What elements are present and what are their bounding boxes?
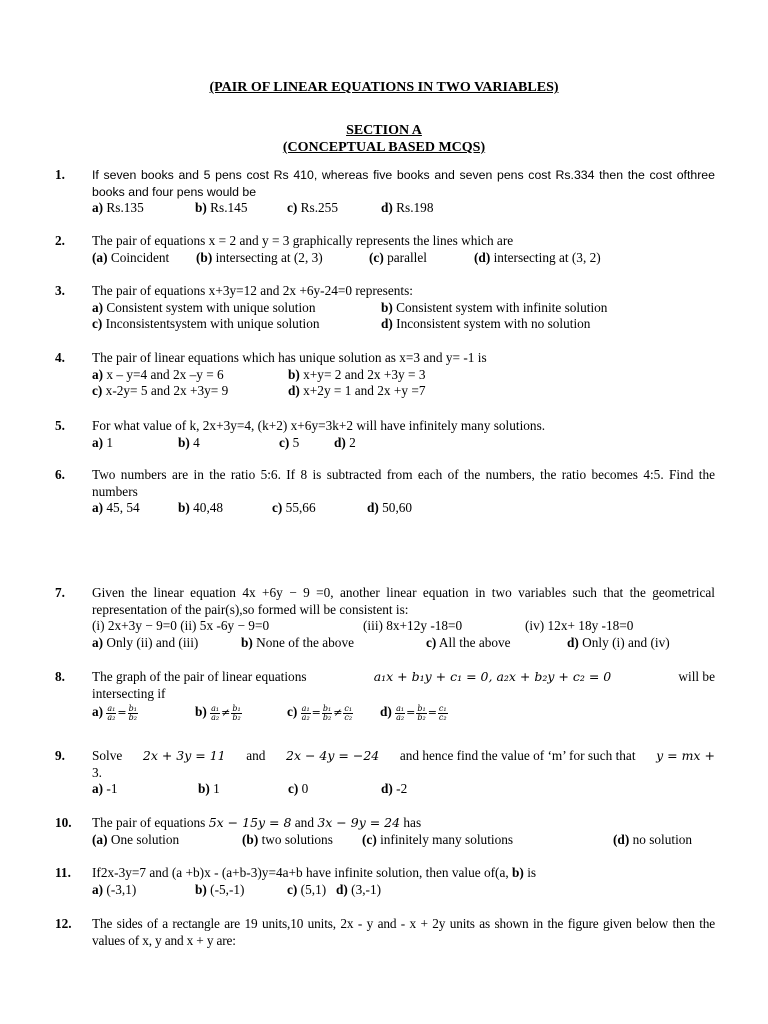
question-7 — [55, 585, 715, 651]
option-a: a) Only (ii) and (iii) — [92, 634, 199, 650]
option-d: d) (3,-1) — [336, 881, 382, 897]
option-c: c) Rs.255 — [287, 200, 338, 216]
option-d: d) 2 — [334, 434, 356, 450]
equation-2: 2x − 4y = −24 — [286, 748, 380, 763]
document-title: (PAIR OF LINEAR EQUATIONS IN TWO VARIABLES) — [209, 80, 559, 95]
options-row — [92, 250, 715, 267]
option-c: c) x-2y= 5 and 2x +3y= 9 — [92, 383, 229, 399]
equation-2: 3x − 9y = 24 — [317, 815, 401, 830]
option-b: b) 40,48 — [178, 500, 224, 516]
question-text: The graph of the pair of linear equations a₁x + b₁y + c₁ = 0, a₂x + b₂y + c₂ = 0 will be — [92, 669, 715, 684]
option-d: d) $\frac{\text{a₁}}{\text{a₂}}$ = $\frac{\text{b₁}}{\text{b₂}}$ = $\frac{\text{c₁}}{\text{c₂}}$ — [380, 703, 447, 722]
option-b: b) $\frac{\text{a₁}}{\text{a₂}}$ ≠ $\frac{\text{b₁}}{\text{b₂}}$ — [195, 703, 241, 722]
question-text: The pair of equations 5x − 15y = 8 and 3x − 9y = 24 has — [92, 815, 422, 830]
question-9 — [55, 748, 715, 798]
question-number: 7. — [55, 585, 65, 600]
option-b: b) 4 — [178, 434, 200, 450]
options-row — [92, 300, 715, 317]
option-a: a) 1 — [92, 434, 114, 450]
option-c: c) $\frac{\text{a₁}}{\text{a₂}}$ = $\frac{\text{b₁}}{\text{b₂}}$ ≠ $\frac{\text{c₁}}{\text{c₂}}$ — [287, 703, 353, 722]
question-text: Two numbers are in the ratio 5:6. If 8 is subtracted from each of the numbers, the ratio becomes 4:5. Find the numbers — [92, 467, 715, 499]
question-6 — [55, 467, 715, 517]
option-d: d) Only (i) and (iv) — [567, 634, 670, 650]
equation: a₁x + b₁y + c₁ = 0, a₂x + b₂y + c₂ = 0 — [373, 669, 612, 684]
question-number: 5. — [55, 418, 65, 433]
option-b: (b) two solutions — [242, 831, 333, 847]
question-number: 10. — [55, 815, 72, 830]
question-12 — [55, 916, 715, 949]
options-row — [92, 832, 715, 849]
option-b: b) Rs.145 — [195, 200, 248, 216]
equation-i-ii: (i) 2x+3y − 9=0 (ii) 5x -6y − 9=0 — [92, 618, 270, 634]
option-d: d) -2 — [381, 781, 408, 797]
option-a: a) Rs.135 — [92, 200, 144, 216]
question-3 — [55, 283, 715, 333]
options-row — [92, 635, 715, 652]
option-a: (a) One solution — [92, 831, 180, 847]
question-text: The pair of equations x+3y=12 and 2x +6y-24=0 represents: — [92, 283, 413, 298]
option-c: c) All the above — [426, 634, 511, 650]
option-b: (b) intersecting at (2, 3) — [196, 249, 323, 265]
question-text-continued: 3. — [92, 764, 102, 780]
question-10 — [55, 815, 715, 848]
option-a: a) $\frac{\text{a₁}}{\text{a₂}}$ = $\frac{\text{b₁}}{\text{b₂}}$ — [92, 703, 137, 722]
question-number: 11. — [55, 865, 71, 880]
question-number: 12. — [55, 916, 72, 931]
option-b: b) (-5,-1) — [195, 881, 245, 897]
section-heading: SECTION A — [346, 123, 422, 138]
options-row — [92, 500, 715, 517]
options-row — [92, 367, 715, 384]
option-a: a) (-3,1) — [92, 881, 137, 897]
option-d: d) 50,60 — [367, 500, 413, 516]
question-text: The pair of linear equations which has unique solution as x=3 and y= -1 is — [92, 350, 487, 365]
question-text: If seven books and 5 pens cost Rs 410, whereas five books and seven pens cost Rs.334 then the cost ofthree books and four pens would be — [92, 168, 715, 199]
option-b: b) None of the above — [241, 634, 354, 650]
option-d: (d) no solution — [613, 831, 693, 847]
question-number: 4. — [55, 350, 65, 365]
option-d: d) x+2y = 1 and 2x +y =7 — [288, 383, 426, 399]
option-c: c) Inconsistentsystem with unique solution — [92, 316, 320, 332]
option-c: c) (5,1) — [287, 881, 327, 897]
question-number: 6. — [55, 467, 65, 482]
question-text: The sides of a rectangle are 19 units,10 units, 2x - y and - x + 2y units as shown in the figure given below then the values of x, y and x + y are: — [92, 916, 715, 948]
option-b: b) 1 — [198, 781, 220, 797]
options-row — [92, 316, 715, 333]
question-number: 2. — [55, 233, 65, 248]
question-8 — [55, 669, 715, 728]
options-row — [92, 781, 715, 798]
option-c: c) 55,66 — [272, 500, 316, 516]
question-number: 3. — [55, 283, 65, 298]
options-row — [92, 383, 715, 400]
question-2 — [55, 233, 715, 266]
question-text-continued: intersecting if — [92, 685, 166, 701]
option-c: c) 0 — [288, 781, 309, 797]
question-text: Given the linear equation 4x +6y − 9 =0, another linear equation in two variables such that the geometrical representation of the pair(s),so formed will be consistent is: — [92, 585, 715, 617]
option-a: a) Consistent system with unique solution — [92, 299, 316, 315]
equations-row — [92, 618, 715, 635]
option-a: a) -1 — [92, 781, 118, 797]
equation-iv: (iv) 12x+ 18y -18=0 — [525, 618, 634, 634]
question-5 — [55, 418, 715, 451]
options-row — [92, 435, 715, 452]
options-row — [92, 882, 715, 899]
option-b: b) x+y= 2 and 2x +3y = 3 — [288, 366, 426, 382]
options-row — [92, 704, 715, 728]
question-4 — [55, 350, 715, 400]
option-a: (a) Coincident — [92, 249, 170, 265]
option-a: a) x – y=4 and 2x –y = 6 — [92, 366, 224, 382]
option-c: c) 5 — [279, 434, 300, 450]
options-row — [92, 200, 715, 217]
question-number: 1. — [55, 167, 65, 182]
option-d: d) Inconsistent system with no solution — [381, 316, 591, 332]
equation-1: 5x − 15y = 8 — [208, 815, 292, 830]
question-11 — [55, 865, 715, 898]
option-d: d) Rs.198 — [381, 200, 434, 216]
option-d: (d) intersecting at (3, 2) — [474, 249, 601, 265]
option-b: b) Consistent system with infinite solution — [381, 299, 608, 315]
question-text: If2x-3y=7 and (a +b)x - (a+b-3)y=4a+b have infinite solution, then value of(a, b) is — [92, 865, 537, 880]
question-text: The pair of equations x = 2 and y = 3 graphically represents the lines which are — [92, 233, 514, 248]
equation-3: y = mx + — [656, 748, 715, 763]
question-text: Solve 2x + 3y = 11 and 2x − 4y = −24 and hence find the value of ‘m’ for such that y = mx + — [92, 748, 715, 763]
option-a: a) 45, 54 — [92, 500, 140, 516]
question-number: 8. — [55, 669, 65, 684]
equation-iii: (iii) 8x+12y -18=0 — [363, 618, 463, 634]
subsection-heading: (CONCEPTUAL BASED MCQS) — [282, 140, 486, 155]
option-c: (c) infinitely many solutions — [362, 831, 514, 847]
option-c: (c) parallel — [369, 249, 427, 265]
question-text: For what value of k, 2x+3y=4, (k+2) x+6y=3k+2 will have infinitely many solutions. — [92, 418, 546, 433]
equation-1: 2x + 3y = 11 — [142, 748, 226, 763]
question-1 — [55, 167, 715, 217]
question-number: 9. — [55, 748, 65, 763]
